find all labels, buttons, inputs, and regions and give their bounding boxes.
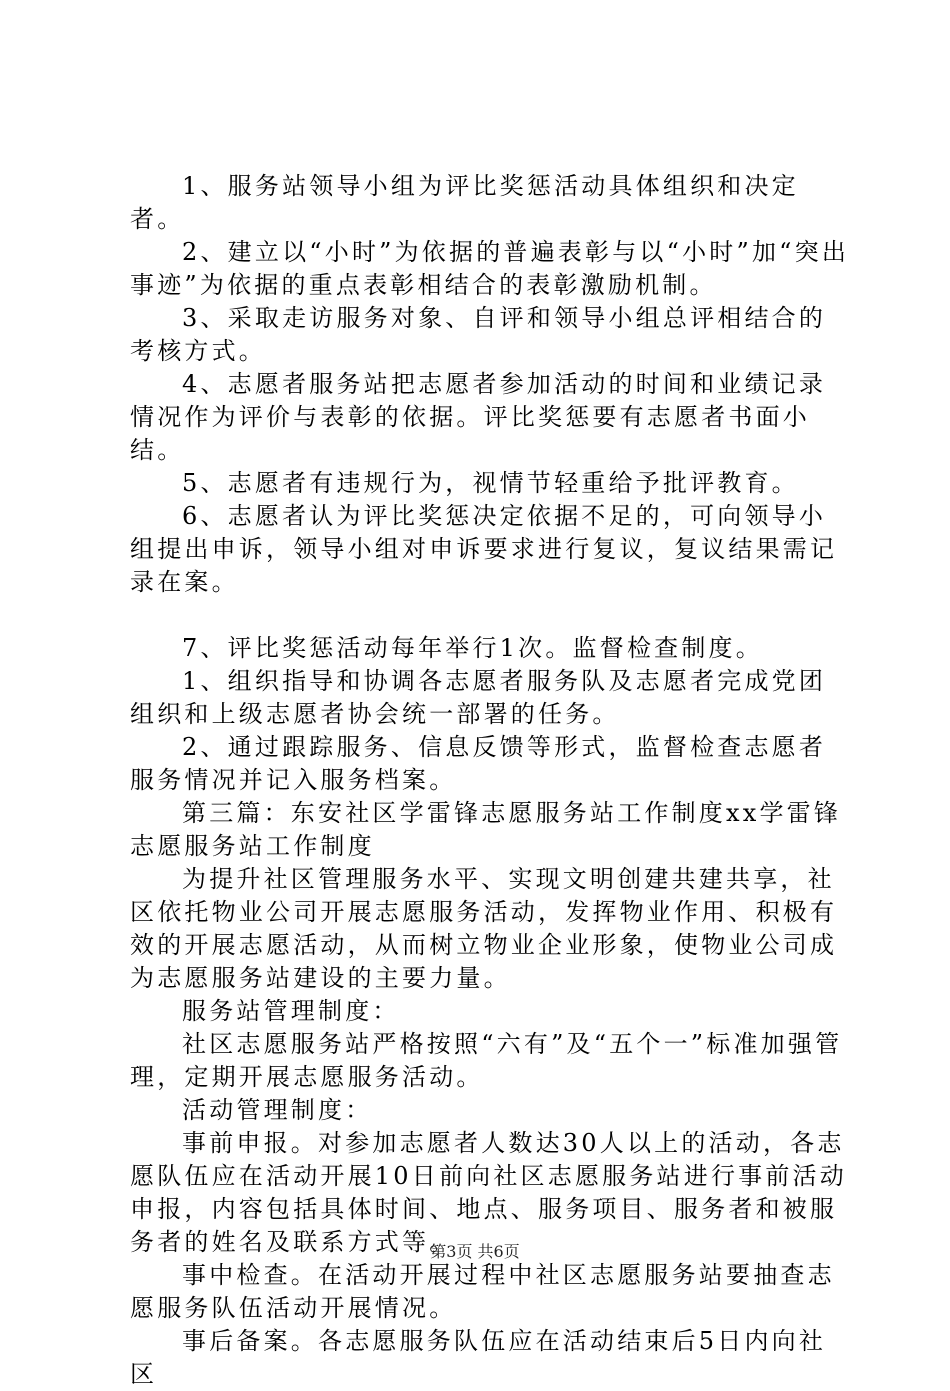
paragraph-pre-report: 事前申报。对参加志愿者人数达30人以上的活动，各志愿队伍应在活动开展10日前向社区志愿服务站进行事前活动申报，内容包括具体时间、地点、服务项目、服务者和被服务者的姓名及联系方式等。 <box>130 1129 847 1256</box>
paragraph-6: 6、志愿者认为评比奖惩决定依据不足的，可向领导小组提出申诉，领导小组对申诉要求进行复议，复议结果需记录在案。 <box>130 502 838 596</box>
paragraph-5: 5、志愿者有违规行为，视情节轻重给予批评教育。 <box>182 469 799 497</box>
subheading-activity-management: 活动管理制度： <box>182 1096 373 1124</box>
paragraph-post-filing: 事后备案。各志愿服务队伍应在活动结束后5日内向社区 <box>130 1327 827 1388</box>
paragraph-9: 2、通过跟踪服务、信息反馈等形式，监督检查志愿者服务情况并记入服务档案。 <box>130 733 827 794</box>
paragraph-intro: 为提升社区管理服务水平、实现文明创建共建共享，社区依托物业公司开展志愿服务活动，发挥物业作用、积极有效的开展志愿活动，从而树立物业企业形象，使物业公司成为志愿服务站建设的主要力量。 <box>130 865 838 992</box>
paragraph-7: 7、评比奖惩活动每年举行1次。监督检查制度。 <box>182 634 763 662</box>
page-number-footer: 第3页 共6页 <box>430 1242 520 1261</box>
paragraph-2: 2、建立以“小时”为依据的普遍表彰与以“小时”加“突出事迹”为依据的重点表彰相结合的表彰激励机制。 <box>130 238 850 299</box>
paragraph-in-progress-check: 事中检查。在活动开展过程中社区志愿服务站要抽查志愿服务队伍活动开展情况。 <box>130 1261 835 1322</box>
paragraph-3: 3、采取走访服务对象、自评和领导小组总评相结合的考核方式。 <box>130 304 827 365</box>
document-body <box>130 170 850 1391</box>
paragraph-1: 1、服务站领导小组为评比奖惩活动具体组织和决定者。 <box>130 172 799 233</box>
paragraph-station-management: 社区志愿服务站严格按照“六有”及“五个一”标准加强管理，定期开展志愿服务活动。 <box>130 1030 843 1091</box>
paragraph-4: 4、志愿者服务站把志愿者参加活动的时间和业绩记录情况作为评价与表彰的依据。评比奖惩要有志愿者书面小结。 <box>130 370 827 464</box>
section-heading: 第三篇：东安社区学雷锋志愿服务站工作制度xx学雷锋志愿服务站工作制度 <box>130 799 842 860</box>
subheading-station-management: 服务站管理制度： <box>182 997 400 1025</box>
paragraph-8: 1、组织指导和协调各志愿者服务队及志愿者完成党团组织和上级志愿者协会统一部署的任务。 <box>130 667 827 728</box>
